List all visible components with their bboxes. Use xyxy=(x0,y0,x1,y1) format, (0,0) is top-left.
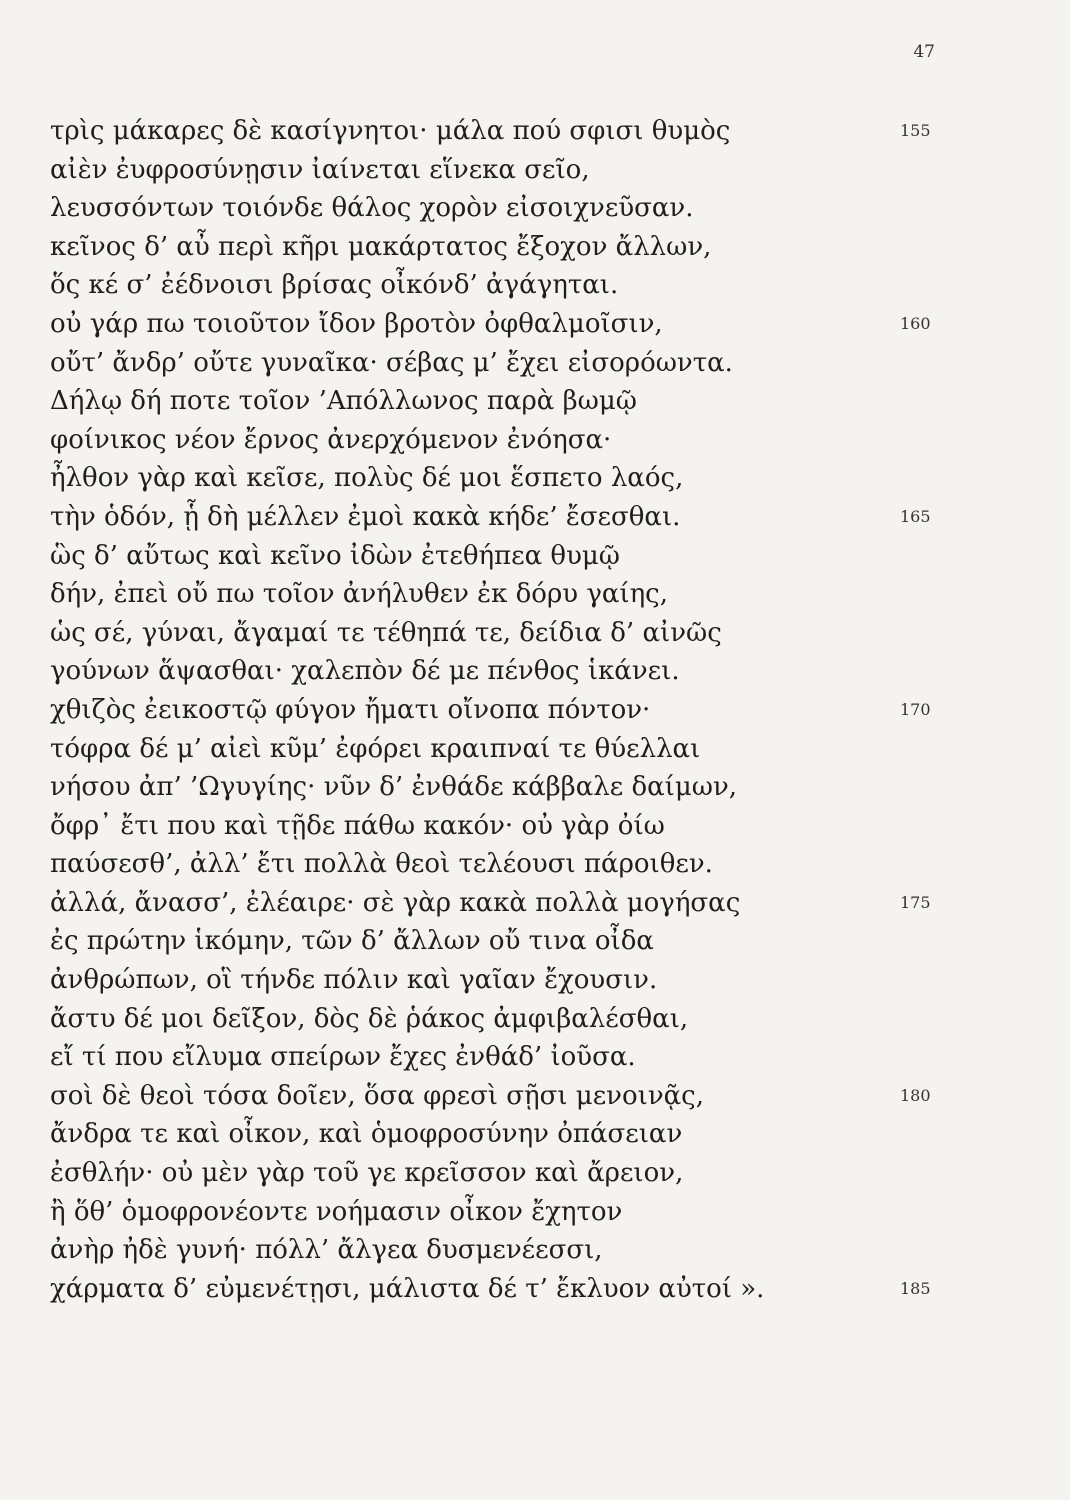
verse-line xyxy=(50,691,1010,730)
verse-line xyxy=(50,807,1010,846)
verse-line xyxy=(50,1154,1010,1193)
verse-text: ἄνδρα τε καὶ οἶκον, καὶ ὁμοφροσύνην ὀπάσειαν xyxy=(50,1119,683,1150)
verse-text: χάρματα δ’ εὐμενέτῃσι, μάλιστα δέ τ’ ἔκλυον αὐτοί ». xyxy=(50,1273,765,1304)
line-number: 185 xyxy=(900,1278,931,1298)
verse-line xyxy=(50,845,1010,884)
verse-line xyxy=(50,498,1010,537)
page-number: 47 xyxy=(913,42,935,62)
line-number: 180 xyxy=(900,1085,931,1105)
verse-text: νήσου ἀπ’ ’Ωγυγίης· νῦν δ’ ἐνθάδε κάββαλε δαίμων, xyxy=(50,772,738,803)
verse-text: ὄφρ᾽ ἔτι που καὶ τῇδε πάθω κακόν· οὐ γὰρ ὀίω xyxy=(50,810,665,841)
line-number: 175 xyxy=(900,892,931,912)
verse-text: αἰὲν ἐυφροσύνῃσιν ἰαίνεται εἵνεκα σεῖο, xyxy=(50,154,590,185)
verse-text: ὅς κέ σ’ ἐέδνοισι βρίσας οἶκόνδ’ ἀγάγηται. xyxy=(50,270,619,301)
verse-line xyxy=(50,266,1010,305)
verse-text: Δήλῳ δή ποτε τοῖον ’Απόλλωνος παρὰ βωμῷ xyxy=(50,386,637,417)
verse-line xyxy=(50,305,1010,344)
verse-line xyxy=(50,1231,1010,1270)
verse-line xyxy=(50,112,1010,151)
verse-line xyxy=(50,1077,1010,1116)
verse-line xyxy=(50,614,1010,653)
verse-line xyxy=(50,1000,1010,1039)
verse-line xyxy=(50,575,1010,614)
line-number: 155 xyxy=(900,121,931,140)
verse-line xyxy=(50,730,1010,769)
verse-text: ὡς σέ, γύναι, ἄγαμαί τε τέθηπά τε, δείδια δ’ αἰνῶς xyxy=(50,617,722,648)
verse-text: οὐ γάρ πω τοιοῦτον ἴδον βροτὸν ὀφθαλμοῖσιν, xyxy=(50,308,663,339)
verse-text: ἀνὴρ ἠδὲ γυνή· πόλλ’ ἄλγεα δυσμενέεσσι, xyxy=(50,1235,603,1266)
verse-text: ἀνθρώπων, οἳ τήνδε πόλιν καὶ γαῖαν ἔχουσιν. xyxy=(50,965,658,996)
verse-text: γούνων ἅψασθαι· χαλεπὸν δέ με πένθος ἱκάνει. xyxy=(50,656,680,687)
verse-text: οὔτ’ ἄνδρ’ οὔτε γυναῖκα· σέβας μ’ ἔχει εἰσορόωντα. xyxy=(50,347,733,378)
line-number: 165 xyxy=(900,506,931,526)
verse-text: δήν, ἐπεὶ οὔ πω τοῖον ἀνήλυθεν ἐκ δόρυ γαίης, xyxy=(50,579,669,610)
verse-line xyxy=(50,421,1010,460)
verse-text: ἦλθον γὰρ καὶ κεῖσε, πολὺς δέ μοι ἕσπετο λαός, xyxy=(50,463,684,494)
verse-list xyxy=(50,112,1010,1308)
verse-line xyxy=(50,189,1010,228)
verse-line xyxy=(50,768,1010,807)
verse-line xyxy=(50,1193,1010,1232)
verse-text: ἢ ὅθ’ ὁμοφρονέοντε νοήμασιν οἶκον ἔχητον xyxy=(50,1196,623,1227)
verse-line xyxy=(50,382,1010,421)
verse-line xyxy=(50,537,1010,576)
verse-line xyxy=(50,151,1010,190)
verse-line xyxy=(50,1270,1010,1309)
verse-text: τρὶς μάκαρες δὲ κασίγνητοι· μάλα πού σφισι θυμὸς xyxy=(50,116,731,146)
line-number: 160 xyxy=(900,313,931,333)
verse-text: ἀλλά, ἄνασσ’, ἐλέαιρε· σὲ γὰρ κακὰ πολλὰ μογήσας xyxy=(50,887,741,918)
verse-text: ὣς δ’ αὔτως καὶ κεῖνο ἰδὼν ἐτεθήπεα θυμῷ xyxy=(50,540,620,571)
verse-text: ἄστυ δέ μοι δεῖξον, δὸς δὲ ῥάκος ἀμφιβαλέσθαι, xyxy=(50,1003,689,1034)
verse-text: σοὶ δὲ θεοὶ τόσα δοῖεν, ὅσα φρεσὶ σῇσι μενοινᾷς, xyxy=(50,1080,705,1111)
verse-text: λευσσόντων τοιόνδε θάλος χορὸν εἰσοιχνεῦσαν. xyxy=(50,193,694,224)
verse-text: ἐς πρώτην ἱκόμην, τῶν δ’ ἄλλων οὔ τινα οἶδα xyxy=(50,926,654,957)
verse-line xyxy=(50,1038,1010,1077)
verse-text: χθιζὸς ἐεικοστῷ φύγον ἤματι οἴνοπα πόντον· xyxy=(50,694,651,725)
verse-text: φοίνικος νέον ἔρνος ἀνερχόμενον ἐνόησα· xyxy=(50,424,612,455)
verse-line xyxy=(50,922,1010,961)
verse-text: παύσεσθ’, ἀλλ’ ἔτι πολλὰ θεοὶ τελέουσι πάροιθεν. xyxy=(50,849,713,880)
line-number: 170 xyxy=(900,699,931,719)
verse-text: ἐσθλήν· οὐ μὲν γὰρ τοῦ γε κρεῖσσον καὶ ἄρειον, xyxy=(50,1158,684,1189)
verse-line xyxy=(50,961,1010,1000)
verse-line xyxy=(50,884,1010,923)
verse-text: τόφρα δέ μ’ αἰεὶ κῦμ’ ἐφόρει κραιπναί τε θύελλαι xyxy=(50,733,701,764)
verse-line xyxy=(50,652,1010,691)
verse-line xyxy=(50,228,1010,267)
verse-text: κεῖνος δ’ αὖ περὶ κῆρι μακάρτατος ἔξοχον ἄλλων, xyxy=(50,231,712,262)
verse-line xyxy=(50,1115,1010,1154)
verse-text: τὴν ὁδόν, ᾗ δὴ μέλλεν ἐμοὶ κακὰ κήδε’ ἔσεσθαι. xyxy=(50,501,681,532)
verse-line xyxy=(50,459,1010,498)
verse-text: εἴ τί που εἴλυμα σπείρων ἔχες ἐνθάδ’ ἰοῦσα. xyxy=(50,1042,636,1073)
verse-line xyxy=(50,344,1010,383)
